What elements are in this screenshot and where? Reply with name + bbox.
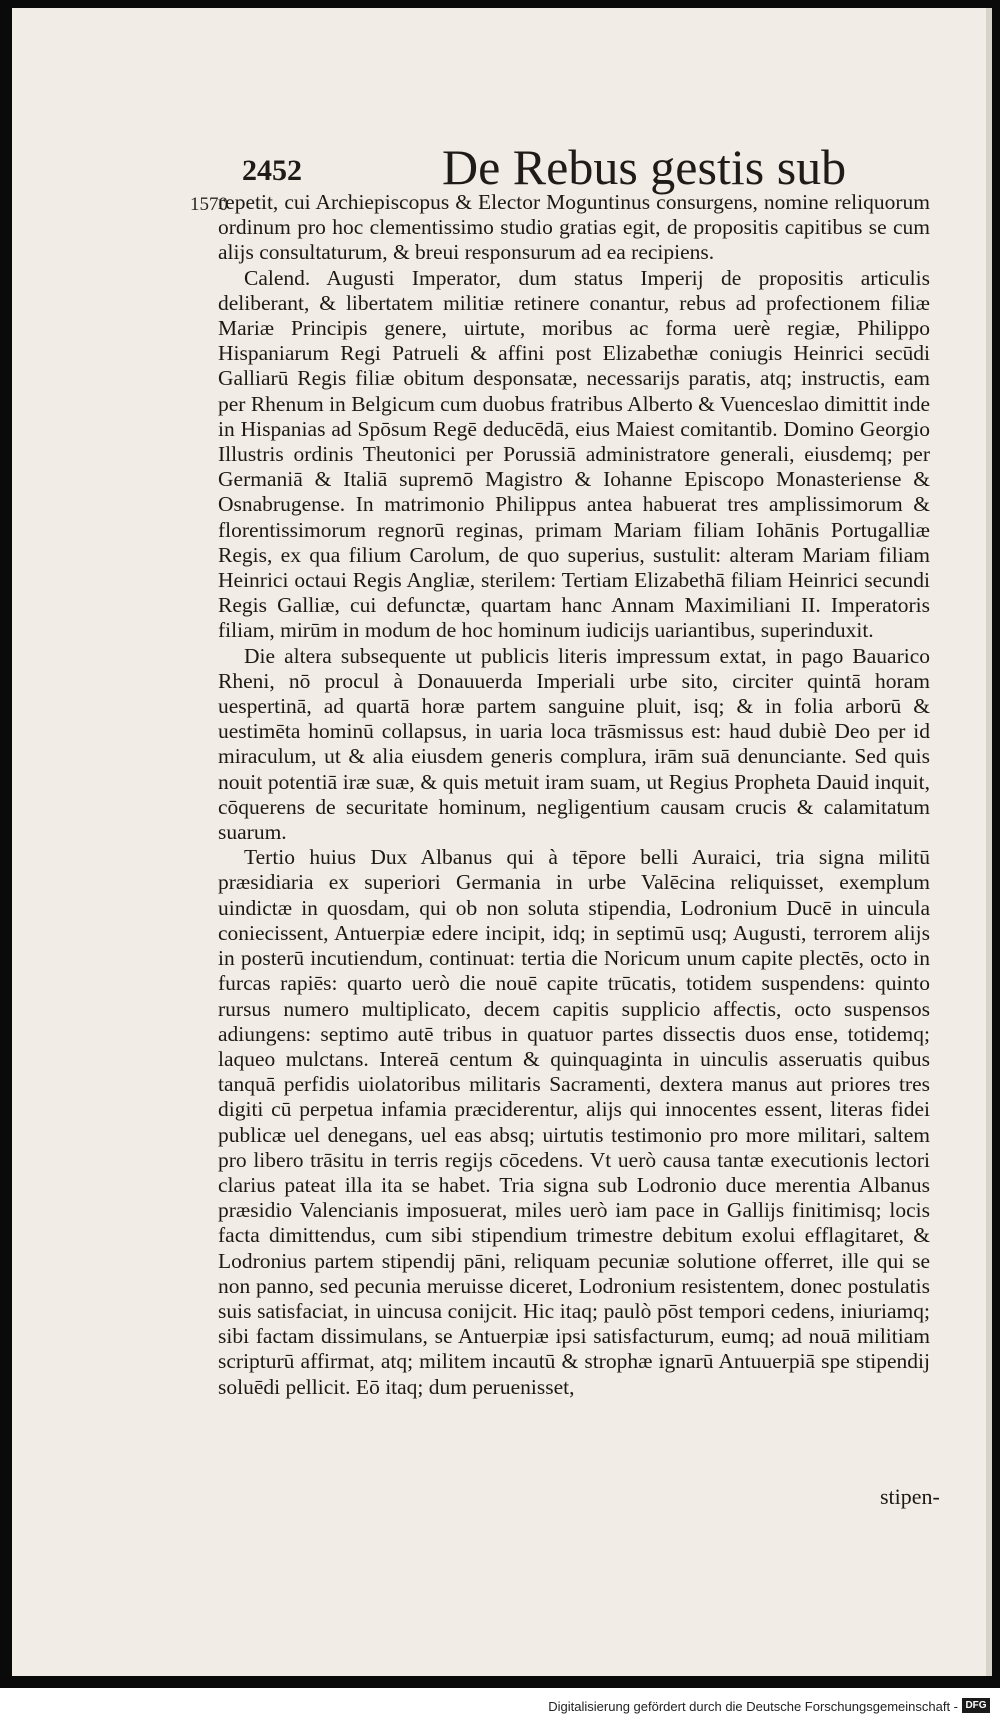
paragraph-1: repetit, cui Archiepiscopus & Elector Moguntinus consurgens, nomine reliquorum ordinum pro hoc clementissimo studio gratias egit, de propositis capitibus se cum alijs consultaturum, & breui responsurum ad ea recipiens.	[218, 190, 930, 265]
paragraph-2: Calend. Augusti Imperator, dum status Imperij de propositis articulis deliberant, & libertatem militiæ retinere conantur, rebus ad profectionem filiæ Mariæ Principis genere, uirtute, moribus ac forma uerè regiæ, Philippo Hispaniarum Regi Patrueli & affini post Elizabethæ coniugis Heinrici secūdi Galliarū Regis filiæ obitum desponsatæ, necessarijs paratis, atq; instructis, eam per Rhenum in Belgicum cum duobus fratribus Alberto & Vuenceslao dimittit inde in Hispanias ad Spōsum Regē deducēdā, eius Maiest comitantib. Domino Georgio Illustris ordinis Theutonici per Porussiā administratore generali, eiusdemq; per Germaniā & Italiā supremō Magistro & Iohanne Episcopo Monasteriense & Osnabrugense. In matrimonio Philippus antea habuerat tres amplissimorum & florentissimorum regnorū reginas, primam Mariam filiam Iohānis Portugalliæ Regis, ex qua filium Carolum, de quo superius, sustulit: alteram Mariam filiam Heinrici octaui Regis Angliæ, sterilem: Tertiam Elizabethā filiam Heinrici secundi Regis Galliæ, cui defunctæ, quartam hanc Annam Maximiliani II. Imperatoris filiam, mirūm in modum de hoc hominum iudicijs uariantibus, superinduxit.	[218, 265, 930, 643]
text-column	[218, 190, 930, 1400]
catchword: stipen-	[880, 1484, 940, 1509]
page-number: 2452	[242, 154, 302, 187]
paragraph-3: Die altera subsequente ut publicis literis impressum extat, in pago Bauarico Rheni, nō procul à Donauuerda Imperiali urbe sito, circiter quintā horam uespertinā, ad quartā horæ partem sanguine pluit, isq; & in folia arborū & uestimēta hominū collapsus, in uaria loca trāsmissus est: haud dubiè Deo per id miraculum, ut & alia eiusdem generis complura, irām suā denunciante. Sed quis nouit potentiā iræ suæ, & quis metuit iram suam, ut Regius Propheta Dauid inquit, cōquerens de securitate hominum, negligentium causam crucis & calamitatum suarum.	[218, 643, 930, 845]
paragraph-4: Tertio huius Dux Albanus qui à tēpore belli Auraici, tria signa militū præsidiaria ex superiori Germania in urbe Valēcina reliquisset, exemplum uindictæ in quosdam, qui ob non soluta stipendia, Lodronium Ducē in uincula coniecissent, Antuerpiæ edere incipit, idq; in septimū usq; Augusti, terrorem alijs in posterū incutiendum, continuat: tertia die Noricum unum capite plectēs, octo in furcas rapiēs: quarto uerò die nouē capite trūcatis, totidem suspendens: quinto rursus numero multiplicato, decem capitis supplicio affectis, octo suspensos adiungens: septimo autē tribus in quatuor partes dissectis duos ense, totidemq; laqueo mulctans. Intereā centum & quinquaginta in uinculis asseruatis quibus tanquā perfidis uiolatoribus militaris Sacramenti, dextera manus aut priores tres digiti cū perpetua infamia præciderentur, alijs qui innocentes essent, literas fidei publicæ uel denegans, uel eas absq; uirtutis testimonio pro more militari, saltem pro libero trāsitu in terris regijs cōcedens. Vt uerò causa tantæ executionis lectori clarius pateat illa ita se habet. Tria signa sub Lodronio duce merentia Albanus præsidio Valencianis imposuerat, miles uerò iam pace in Gallijs finitimisq; locis facta dimittendus, cum sibi stipendium trimestre debitum exolui efflagitaret, & Lodronius partem stipendij pāni, reliquam pecuniæ solutione offerret, ille qui se non panno, sed pecunia meruisse diceret, Lodronium resistentem, donec postulatis suis satisfaciat, in uincusa conijcit. Hic itaq; paulò pōst tempori cedens, iniuriamq; sibi factam dissimulans, se Antuerpiæ ipsi satisfacturum, eumq; ad nouā militiam scripturū affirmat, atq; militem incautū & strophæ ignarū Antuuerpiā spe stipendij soluēdi pellicit. Eō itaq; dum peruenisset,	[218, 845, 930, 1399]
dfg-logo-icon: DFG	[962, 1698, 990, 1713]
margin-year: 1570	[190, 194, 228, 215]
footer-bar	[0, 1695, 1000, 1722]
funding-credit: Digitalisierung gefördert durch die Deutsche Forschungsgemeinschaft -	[548, 1699, 958, 1714]
running-title: De Rebus gestis sub	[442, 139, 847, 195]
